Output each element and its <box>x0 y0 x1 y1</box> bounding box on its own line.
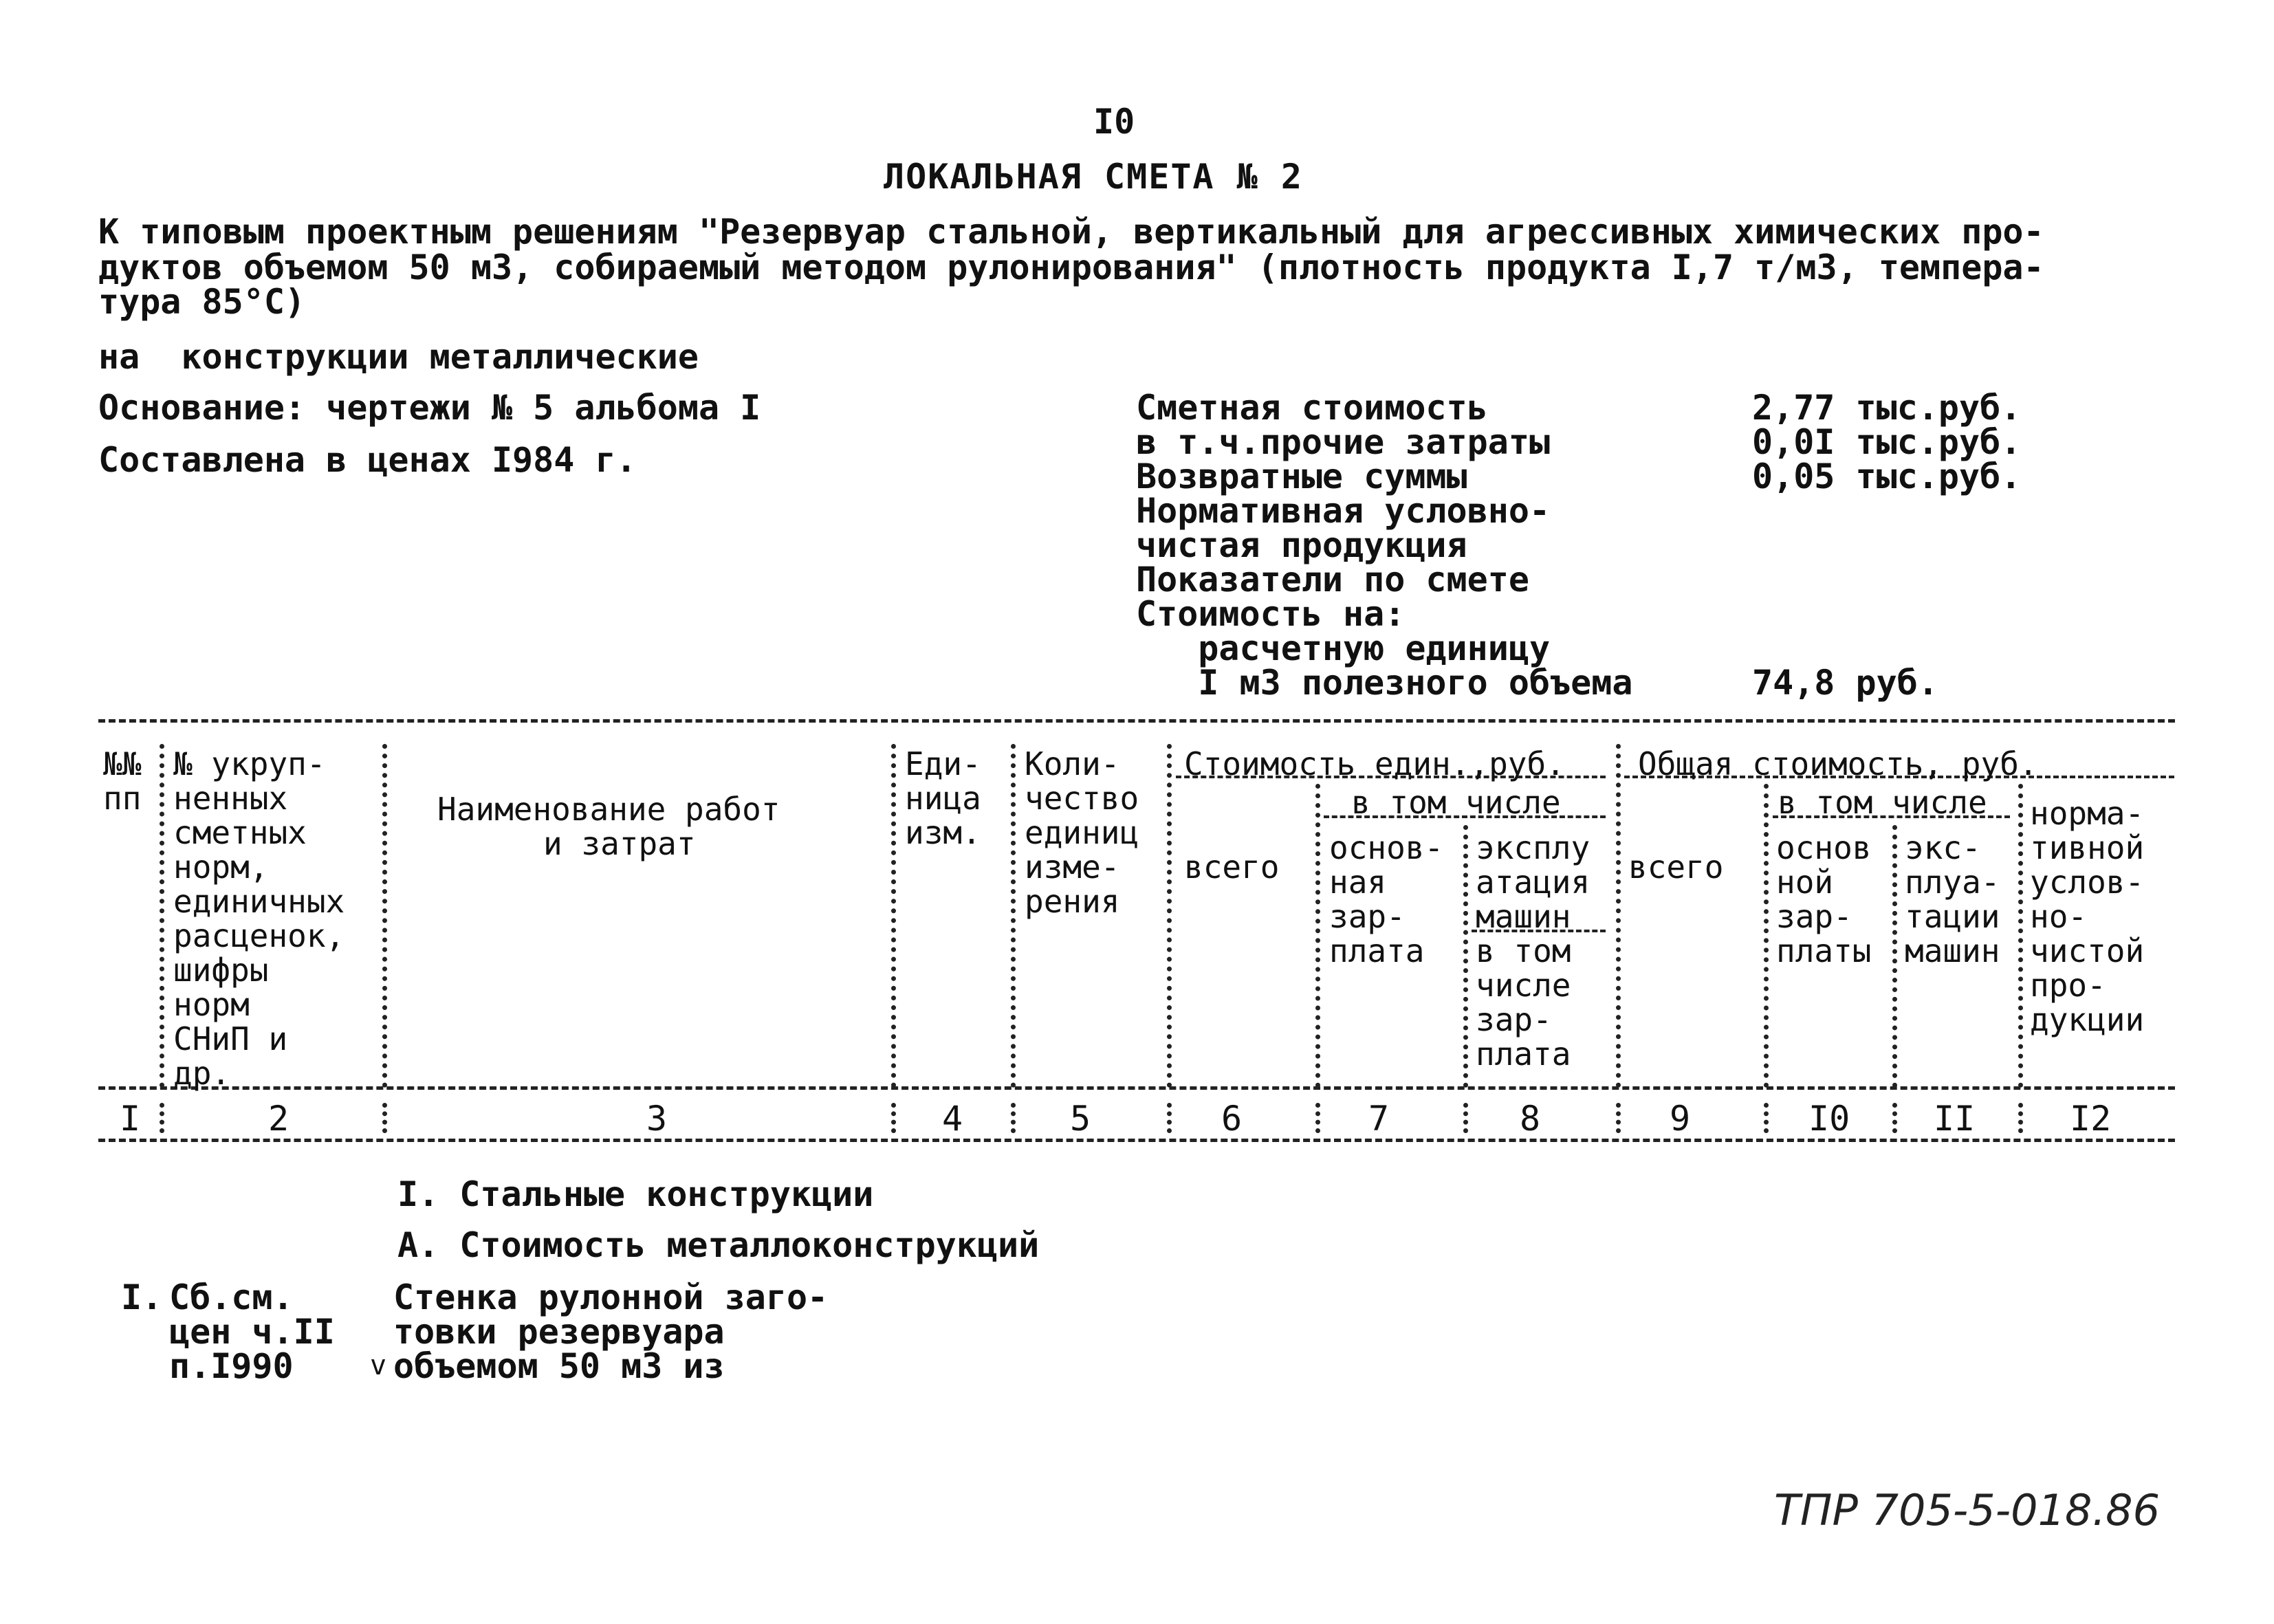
column-separator <box>160 744 164 1088</box>
col8-header: в том <box>1476 932 1571 969</box>
column-number: 8 <box>1520 1099 1541 1139</box>
col2-header: норм, <box>173 848 269 886</box>
col12-header: тивной <box>2030 829 2145 866</box>
col12-header: норма- <box>2030 795 2145 832</box>
col4-header: изм. <box>905 814 981 851</box>
column-separator <box>1616 1103 1621 1133</box>
column-separator <box>1616 744 1621 1088</box>
column-number: 3 <box>646 1099 668 1139</box>
col11-header: плуа- <box>1905 864 2000 901</box>
basis-line: Основание: чертежи № 5 альбома I <box>98 388 761 428</box>
in-that-number-unit: в том числе <box>1351 784 1561 821</box>
col12-header: чистой <box>2030 932 2145 969</box>
subsection-title: А. Стоимость металлоконструкций <box>397 1225 1040 1265</box>
column-number: 5 <box>1070 1099 1091 1139</box>
column-separator <box>1463 1103 1468 1133</box>
intro-line-3: тура 85°С) <box>98 282 306 322</box>
column-separator <box>1892 825 1897 1088</box>
column-separator <box>1764 784 1769 1088</box>
column-separator <box>160 1103 164 1133</box>
col2-header: расценок, <box>173 917 345 954</box>
column-separator <box>1463 825 1468 1088</box>
column-separator <box>1011 1103 1016 1133</box>
col11-header: машин <box>1905 932 2000 969</box>
col10-header: ной <box>1776 864 1834 901</box>
col8-header: плата <box>1476 1035 1571 1073</box>
col5-header: изме- <box>1025 848 1120 886</box>
col7-header: основ- <box>1329 829 1444 866</box>
col10-header: зар- <box>1776 898 1852 935</box>
in-that-number-total: в том числе <box>1778 784 1987 821</box>
summary-line: в т.ч.прочие затраты <box>1136 422 1551 462</box>
row-number: I. <box>121 1277 163 1317</box>
summary-value: 2,77 тыс.руб. <box>1752 388 2022 428</box>
total-cost-group-header: Общая стоимость, руб. <box>1638 745 2038 782</box>
column-separator <box>382 744 387 1088</box>
summary-line: расчетную единицу <box>1136 628 1551 668</box>
col2-header: шифры <box>173 952 269 989</box>
col1-header: №№ <box>103 745 142 782</box>
col8-header: машин <box>1476 898 1571 935</box>
summary-line: I м3 полезного объема <box>1136 663 1633 703</box>
column-number: 6 <box>1221 1099 1243 1139</box>
col12-header: услов- <box>2030 864 2145 901</box>
column-separator <box>1011 744 1016 1088</box>
col2-header: сметных <box>173 814 307 851</box>
column-separator <box>1315 1103 1320 1133</box>
col7-header: ная <box>1329 864 1387 901</box>
col5-header: Коли- <box>1025 745 1120 782</box>
col1-header: пп <box>103 780 142 817</box>
col9-header: всего <box>1628 848 1724 886</box>
col8-header: числе <box>1476 967 1571 1004</box>
column-number: I2 <box>2070 1099 2112 1139</box>
col11-header: экс- <box>1905 829 1981 866</box>
row-code: п.I990 <box>169 1346 294 1386</box>
col5-header: чество <box>1025 780 1139 817</box>
column-number: 4 <box>942 1099 963 1139</box>
col8-header: зар- <box>1476 1001 1552 1038</box>
column-number: II <box>1934 1099 1976 1139</box>
col5-header: единиц <box>1025 814 1139 851</box>
summary-line: Возвратные суммы <box>1136 457 1467 496</box>
col4-header: ница <box>905 780 981 817</box>
col8-header: эксплу <box>1476 829 1590 866</box>
col8-header: атация <box>1476 864 1590 901</box>
page-number: I0 <box>1093 102 1135 142</box>
col10-header: основ <box>1776 829 1872 866</box>
column-number: 9 <box>1670 1099 1691 1139</box>
summary-value: 0,05 тыс.руб. <box>1752 457 2022 496</box>
summary-value: 0,0I тыс.руб. <box>1752 422 2022 462</box>
col2-header: № укруп- <box>173 745 326 782</box>
col2-header: др. <box>173 1055 231 1092</box>
column-separator <box>2018 1103 2023 1133</box>
column-number: I <box>120 1099 141 1139</box>
col2-header: СНиП и <box>173 1020 288 1057</box>
col10-header: платы <box>1776 932 1872 969</box>
column-number: I0 <box>1808 1099 1850 1139</box>
col6-header: всего <box>1184 848 1280 886</box>
summary-unit-value: 74,8 руб. <box>1752 663 1938 703</box>
column-separator <box>1167 744 1172 1088</box>
prices-line: Составлена в ценах I984 г. <box>98 440 637 480</box>
table-header-bottom-rule <box>98 1086 2175 1090</box>
col3-header: Наименование работ <box>437 791 780 828</box>
intro-line-1: К типовым проектным решениям "Резервуар стальной, вертикальный для агрессивных химических про- <box>98 212 2044 252</box>
row-code: Сб.см. <box>169 1277 294 1317</box>
summary-line: чистая продукция <box>1136 525 1467 565</box>
intro-line-2: дуктов объемом 50 м3, собираемый методом рулонирования" (плотность продукта I,7 т/м3, темпера- <box>98 248 2044 287</box>
column-separator <box>891 1103 896 1133</box>
summary-line: Стоимость на: <box>1136 594 1406 634</box>
col2-header: норм <box>173 986 250 1023</box>
row-mark: v <box>370 1350 387 1381</box>
column-number: 2 <box>268 1099 289 1139</box>
col12-header: про- <box>2030 967 2106 1004</box>
row-name: Стенка рулонной заго- <box>393 1277 829 1317</box>
column-separator <box>891 744 896 1088</box>
column-separator <box>1167 1103 1172 1133</box>
column-separator <box>1315 784 1320 1088</box>
col3-header: и затрат <box>543 825 696 862</box>
col4-header: Еди- <box>905 745 981 782</box>
summary-line: Показатели по смете <box>1136 560 1529 600</box>
column-separator <box>382 1103 387 1133</box>
col2-header: ненных <box>173 780 288 817</box>
row-name: товки резервуара <box>393 1312 725 1352</box>
row-code: цен ч.II <box>169 1312 335 1352</box>
table-numbers-bottom-rule <box>98 1139 2175 1142</box>
col7-header: плата <box>1329 932 1425 969</box>
object-line: на конструкции металлические <box>98 337 699 377</box>
section-title: I. Стальные конструкции <box>397 1174 874 1214</box>
row-name: объемом 50 м3 из <box>393 1346 725 1386</box>
table-top-rule <box>98 719 2175 723</box>
column-separator <box>1764 1103 1769 1133</box>
summary-line: Нормативная условно- <box>1136 491 1551 531</box>
col2-header: единичных <box>173 883 345 920</box>
summary-line: Сметная стоимость <box>1136 388 1488 428</box>
col12-header: дукции <box>2030 1001 2145 1038</box>
document-title: ЛОКАЛЬНАЯ СМЕТА № 2 <box>884 157 1303 197</box>
column-separator <box>2018 784 2023 1088</box>
handwritten-stamp: ТПР 705-5-018.86 <box>1774 1485 2161 1535</box>
unit-cost-group-header: Стоимость един.,руб. <box>1184 745 1565 782</box>
col7-header: зар- <box>1329 898 1406 935</box>
col12-header: но- <box>2030 898 2088 935</box>
col5-header: рения <box>1025 883 1120 920</box>
column-separator <box>1892 1103 1897 1133</box>
col11-header: тации <box>1905 898 2000 935</box>
column-number: 7 <box>1368 1099 1390 1139</box>
